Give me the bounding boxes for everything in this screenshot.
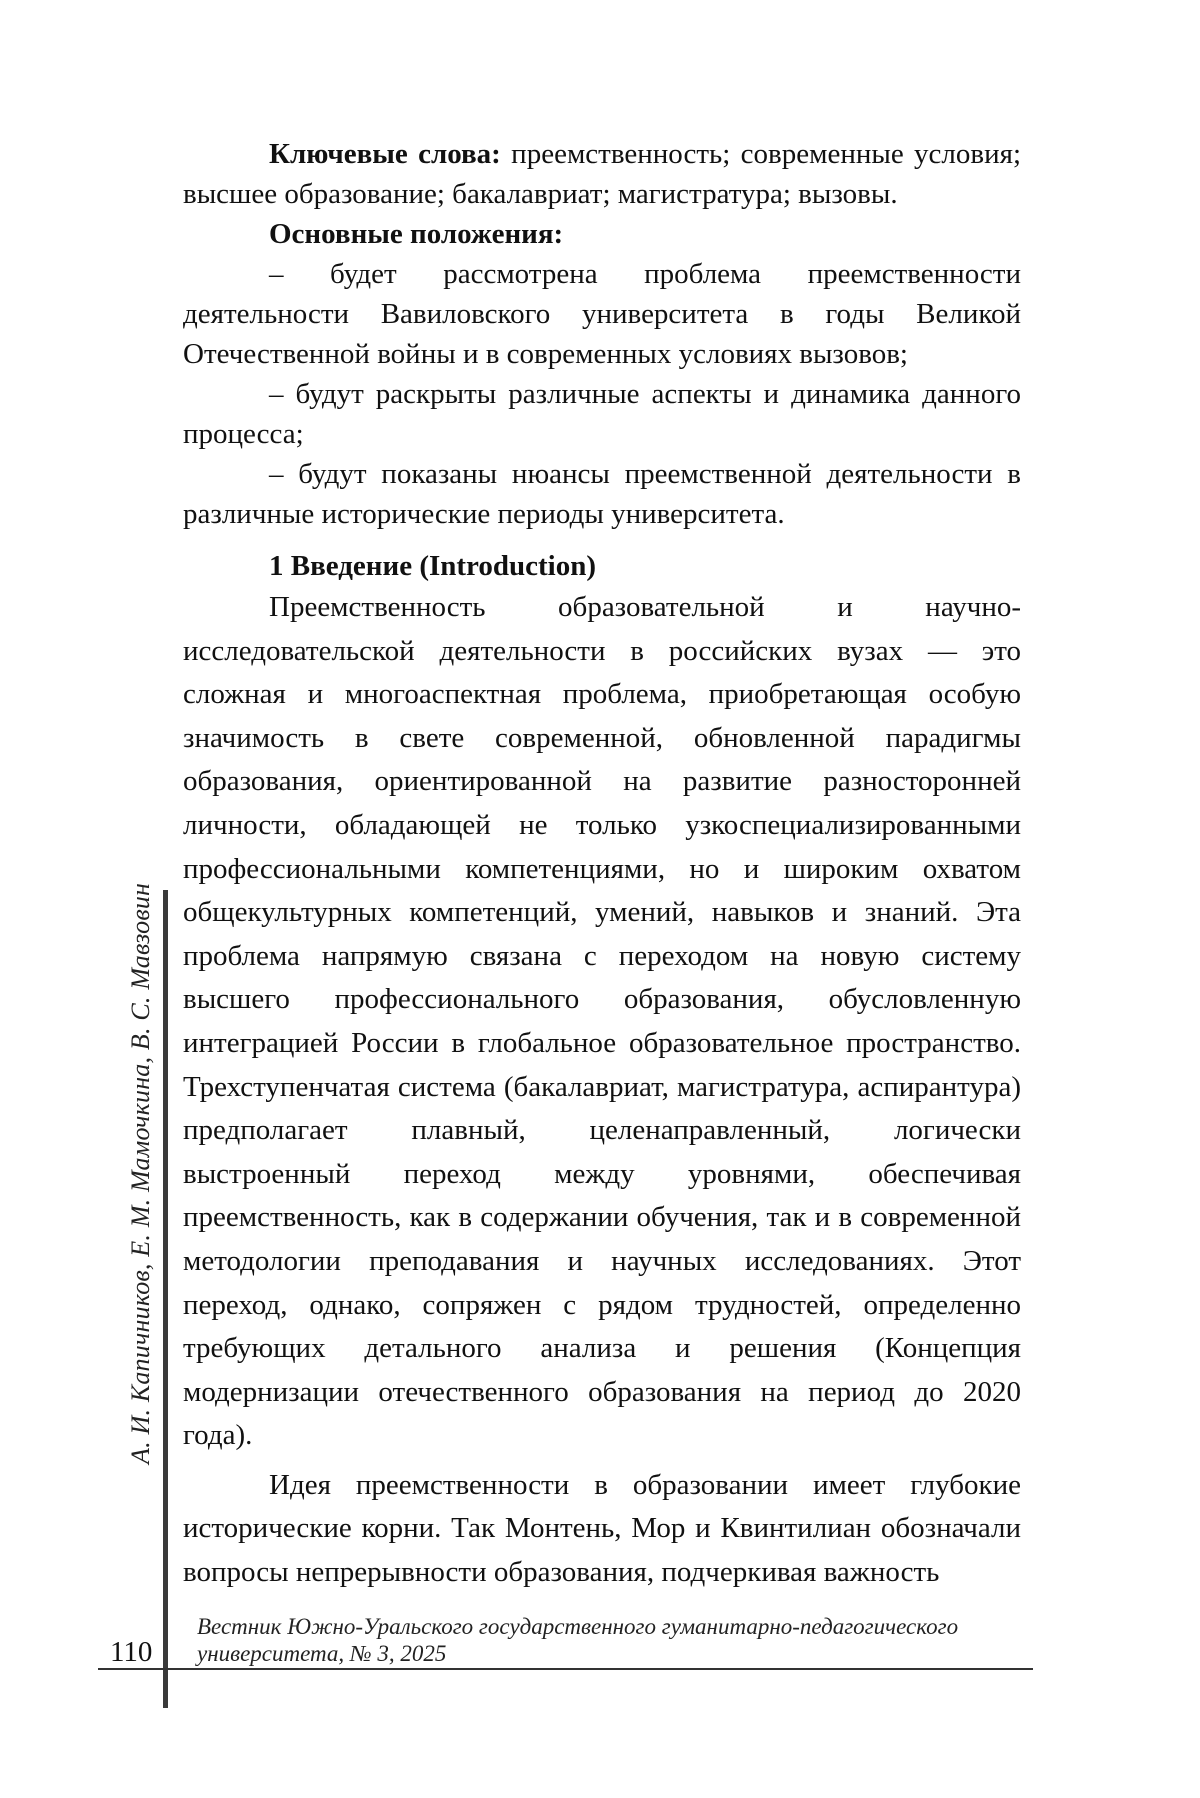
keywords-label: Ключевые слова: xyxy=(269,138,501,170)
body-paragraph: Идея преемственности в образовании имеет глубокие исторические корни. Так Монтень, Мор и Квинтилиан обозначали вопросы непрерывности образования, подчеркивая важность xyxy=(183,1468,1021,1589)
running-head-authors: А. И. Капичников, Е. М. Мамочкина, В. С. Мавзовин xyxy=(126,882,155,1464)
highlights-heading: Основные положения: xyxy=(269,218,564,250)
body-paragraph: Преемственность образовательной и научно-исследовательской деятельности в российских вузах — это сложная и многоаспектная проблема, приобретающая особую значимость в свете современной, обновленной парадигмы образования, ориентированной на развитие разносторонней личности, обладающей не только узкоспециализированными профессиональными компетенциями, но и широким охватом общекультурных компетенций, умений, навыков и знаний. Эта проблема напрямую связана с переходом на новую систему высшего профессионального образования, обусловленную интеграцией России в глобальное образовательное пространство. Трехступенчатая система (бакалавриат, магистратура, аспирантура) предполагает плавный, целенаправленный, логически выстроенный переход между уровнями, обеспечивая преемственность, как в содержании обучения, так и в современной методологии преподавания и научных исследованиях. Этот переход, однако, сопряжен с рядом трудностей, определенно требующих детального анализа и решения (Концепция модернизации отечественного образования на период до 2020 года). xyxy=(183,591,1021,1452)
keywords-paragraph xyxy=(183,134,1021,214)
footer-rule xyxy=(98,1668,1033,1670)
journal-title: Вестник Южно-Уральского государственного гуманитарно-педагогического университета, № 3, 2025 xyxy=(197,1614,959,1666)
highlight-item: – будут раскрыты различные аспекты и динамика данного процесса; xyxy=(183,378,1021,450)
keywords-text: преемственность; современные условия; высшее образование; бакалавриат; магистратура; вызовы. xyxy=(183,138,1021,210)
main-text xyxy=(183,134,1021,1595)
highlight-item: – будут показаны нюансы преемственной деятельности в различные исторические периоды университета. xyxy=(183,458,1021,530)
vertical-rule xyxy=(163,890,168,1708)
highlight-item: – будет рассмотрена проблема преемственности деятельности Вавиловского университета в годы Великой Отечественной войны и в современных условиях вызовов; xyxy=(183,258,1021,370)
section-heading: 1 Введение (Introduction) xyxy=(269,550,597,582)
page-number: 110 xyxy=(110,1636,153,1668)
